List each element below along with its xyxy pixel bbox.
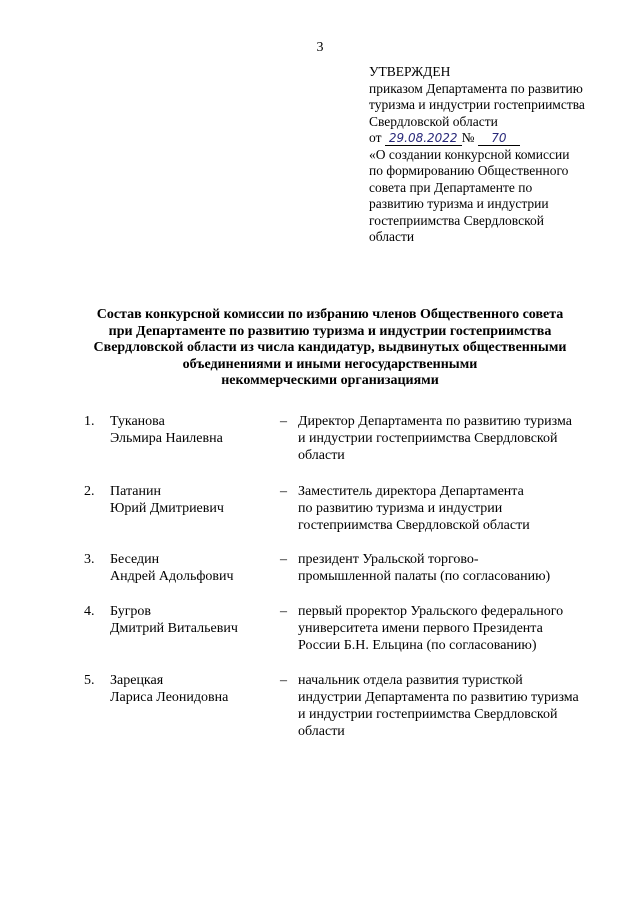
heading-line: при Департаменте по развитию туризма и индустрии гостеприимства <box>108 323 552 339</box>
heading-line: некоммерческими организациями <box>221 373 439 388</box>
heading-line: Свердловской области из числа кандидатур, выдвинутых общественными <box>93 340 567 355</box>
member-surname: Бугров <box>110 604 152 619</box>
role-line: университета имени первого Президента <box>298 621 543 636</box>
subject-line: совета при Департаменте по <box>369 179 533 195</box>
role-line: индустрии Департамента по развитию туризма <box>298 690 579 705</box>
approval-line: приказом Департамента по развитию <box>369 80 583 96</box>
handwritten-date: 29.08.2022 <box>385 132 462 146</box>
role-line: области <box>298 448 345 463</box>
member-given-names: Юрий Дмитриевич <box>110 501 224 516</box>
member-number: 5. <box>84 673 95 688</box>
role-line: по развитию туризма и индустрии <box>298 501 503 516</box>
member-name <box>110 603 280 637</box>
subject-line: области <box>369 229 415 244</box>
handwritten-order-number: 70 <box>478 132 520 146</box>
member-dash: – <box>280 414 287 429</box>
role-line: президент Уральской торгово- <box>298 552 479 567</box>
member-given-names: Лариса Леонидовна <box>110 690 229 705</box>
role-line: и индустрии гостеприимства Свердловской <box>298 431 558 446</box>
member-role <box>298 672 614 740</box>
member-number: 1. <box>84 414 95 429</box>
role-line: первый проректор Уральского федерального <box>298 604 564 619</box>
approval-line: Свердловской области <box>369 113 498 129</box>
member-dash: – <box>280 673 287 688</box>
role-line: Заместитель директора Департамента <box>298 484 524 499</box>
member-dash: – <box>280 604 287 619</box>
heading-line: Состав конкурсной комиссии по избранию членов Общественного совета <box>96 307 564 322</box>
member-name <box>110 551 280 585</box>
role-line: промышленной палаты (по согласованию) <box>298 569 551 584</box>
heading-line: объединениями и иными негосударственными <box>182 356 478 372</box>
member-surname: Туканова <box>110 414 165 429</box>
member-role <box>298 413 614 464</box>
approved-label: УТВЕРЖДЕН <box>369 64 451 79</box>
role-line: Директор Департамента по развитию туризма <box>298 414 572 429</box>
member-surname: Патанин <box>110 484 161 499</box>
page-number: 3 <box>316 40 324 55</box>
role-line: и индустрии гостеприимства Свердловской <box>298 707 558 722</box>
member-dash: – <box>280 552 287 567</box>
member-name <box>110 413 280 447</box>
approval-block <box>369 64 629 246</box>
member-number: 4. <box>84 604 95 619</box>
member-given-names: Эльмира Наилевна <box>110 431 223 446</box>
role-line: области <box>298 724 345 739</box>
member-surname: Беседин <box>110 552 160 567</box>
member-role <box>298 551 614 585</box>
member-number: 2. <box>84 484 95 499</box>
member-surname: Зарецкая <box>110 673 164 688</box>
member-role <box>298 483 614 534</box>
subject-line: по формированию Общественного <box>369 163 569 178</box>
document-heading <box>60 307 600 390</box>
role-line: России Б.Н. Ельцина (по согласованию) <box>298 638 537 653</box>
role-line: начальник отдела развития туристкой <box>298 673 523 688</box>
order-date-line <box>369 130 629 147</box>
subject-line: «О создании конкурсной комиссии <box>369 146 570 162</box>
member-name <box>110 483 280 517</box>
date-prefix: от <box>369 130 382 145</box>
approval-line: туризма и индустрии гостеприимства <box>369 97 585 112</box>
number-sign: № <box>461 130 475 145</box>
member-name <box>110 672 280 706</box>
member-given-names: Андрей Адольфович <box>110 569 234 584</box>
member-dash: – <box>280 484 287 499</box>
member-role <box>298 603 614 654</box>
member-given-names: Дмитрий Витальевич <box>110 621 238 636</box>
subject-line: развитию туризма и индустрии <box>369 196 549 211</box>
subject-line: гостеприимства Свердловской <box>369 212 544 228</box>
role-line: гостеприимства Свердловской области <box>298 518 530 533</box>
member-number: 3. <box>84 552 95 567</box>
